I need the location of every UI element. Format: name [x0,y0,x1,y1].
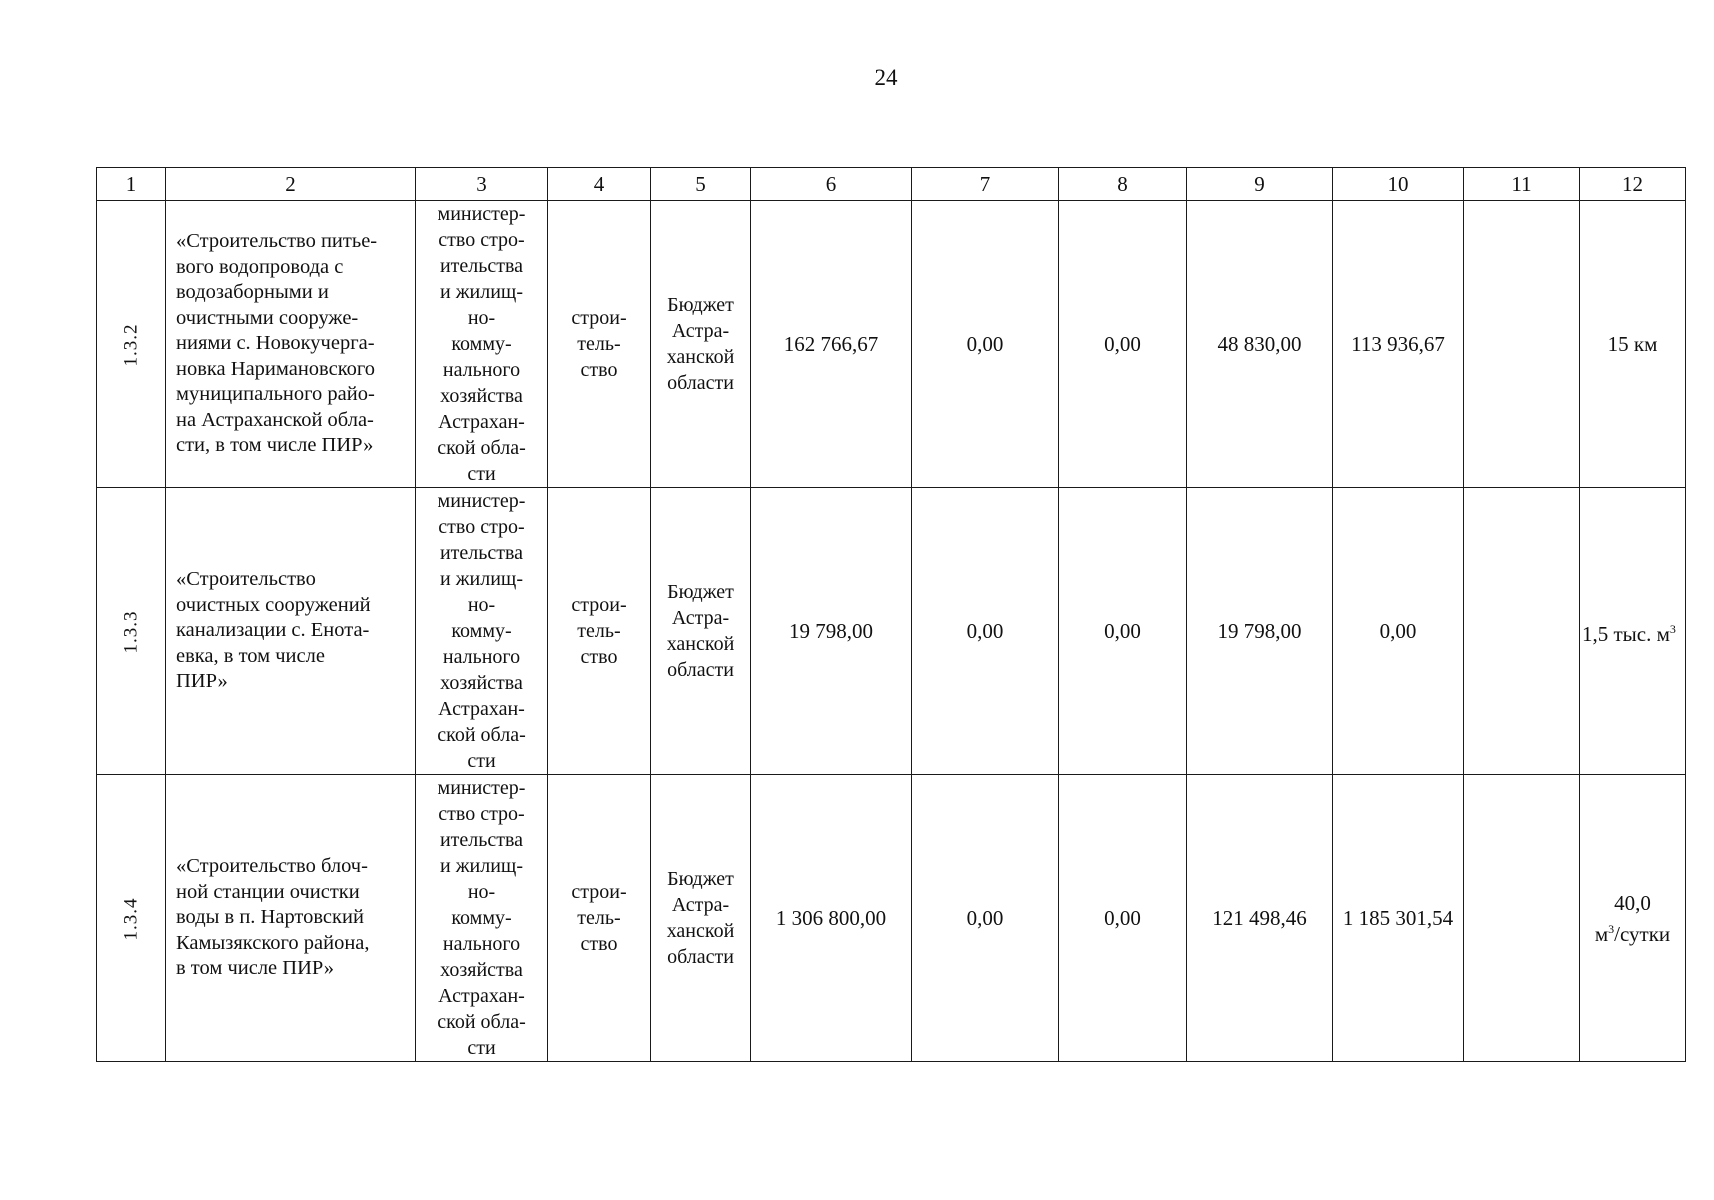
column-number: 11 [1464,168,1580,201]
column-number: 3 [416,168,548,201]
amount-col8: 0,00 [1059,201,1187,488]
amount-col9: 48 830,00 [1187,201,1333,488]
amount-col9: 121 498,46 [1187,775,1333,1062]
funding-source: Бюджет Астра- ханской области [666,294,735,394]
project-name: «Строительство блоч- ной станции очистки воды в п. Нартовский Камызякского района, в том числе ПИР» [176,855,370,980]
indicator-unit-tail: /сутки [1614,921,1671,946]
funding-source-cell [651,201,751,488]
executor: министер- ство стро- ительства и жилищ- но- комму- нального хозяйства Астрахан- ской обла- сти [437,203,526,485]
column-number: 9 [1187,168,1333,201]
column-number: 5 [651,168,751,201]
row-code-cell [97,201,166,488]
executor: министер- ство стро- ительства и жилищ- но- комму- нального хозяйства Астрахан- ской обла- сти [437,490,526,772]
indicator-value: 1,5 тыс. м [1582,621,1670,646]
page-number: 24 [874,65,898,90]
amount-col7: 0,00 [912,488,1059,775]
row-code: 1.3.3 [120,610,141,653]
column-number: 10 [1333,168,1464,201]
total-amount: 19 798,00 [751,488,912,775]
column-number: 12 [1580,168,1686,201]
column-number: 1 [97,168,166,201]
executor-cell [416,201,548,488]
funding-source: Бюджет Астра- ханской области [666,581,735,681]
work-type: строи- тель- ство [571,881,627,955]
amount-col7: 0,00 [912,201,1059,488]
executor: министер- ство стро- ительства и жилищ- но- комму- нального хозяйства Астрахан- ской обла- сти [437,777,526,1059]
amount-col10: 1 185 301,54 [1333,775,1464,1062]
amount-col9: 19 798,00 [1187,488,1333,775]
indicator-superscript: 3 [1608,921,1615,936]
amount-col8: 0,00 [1059,488,1187,775]
indicator-cell [1580,488,1686,775]
total-amount: 162 766,67 [751,201,912,488]
column-number: 4 [548,168,651,201]
column-number: 7 [912,168,1059,201]
row-code-cell [97,775,166,1062]
amount-col7: 0,00 [912,775,1059,1062]
funding-source-cell [651,775,751,1062]
column-numbers-row [97,168,1686,201]
work-type-cell [548,201,651,488]
amount-col8: 0,00 [1059,775,1187,1062]
total-amount: 1 306 800,00 [751,775,912,1062]
column-number: 6 [751,168,912,201]
funding-source-cell [651,488,751,775]
amount-col10: 0,00 [1333,488,1464,775]
project-name-cell [166,201,416,488]
project-name-cell [166,775,416,1062]
project-name: «Строительство питье- вого водопровода с водозаборными и очистными сооруже- ниями с. Новокучерга- новка Наримановского муниципального райо- на Астраханской обла- сти, в том числе ПИР» [176,230,378,457]
indicator-cell [1580,775,1686,1062]
empty-col11 [1464,488,1580,775]
row-code-cell [97,488,166,775]
table-row [97,201,1686,488]
empty-col11 [1464,201,1580,488]
funding-source: Бюджет Астра- ханской области [666,868,735,968]
row-code: 1.3.4 [120,897,141,940]
work-type-cell [548,488,651,775]
project-name: «Строительство очистных сооружений канализации с. Енота- евка, в том числе ПИР» [176,568,371,693]
indicator-cell [1580,201,1686,488]
table-row [97,775,1686,1062]
empty-col11 [1464,775,1580,1062]
work-type-cell [548,775,651,1062]
project-name-cell [166,488,416,775]
work-type: строи- тель- ство [571,594,627,668]
indicator-value: 40,0 м [1594,890,1651,946]
work-type: строи- тель- ство [571,307,627,381]
column-number: 8 [1059,168,1187,201]
program-table [96,167,1686,1062]
amount-col10: 113 936,67 [1333,201,1464,488]
indicator-superscript: 3 [1669,621,1676,636]
column-number: 2 [166,168,416,201]
row-code: 1.3.2 [120,323,141,366]
executor-cell [416,775,548,1062]
table-row [97,488,1686,775]
indicator-value: 15 км [1607,332,1658,356]
executor-cell [416,488,548,775]
